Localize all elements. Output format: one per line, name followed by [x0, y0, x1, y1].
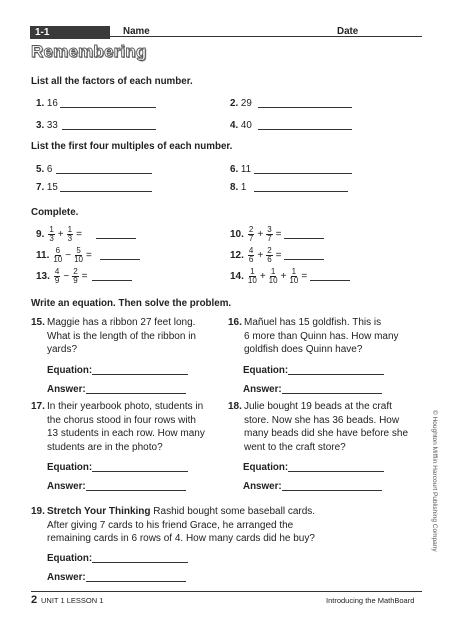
denominator: 10: [53, 255, 63, 264]
equation-line[interactable]: [92, 471, 188, 472]
answer-line[interactable]: [258, 107, 352, 108]
fraction: [289, 268, 298, 285]
multiple-item-7: 7. 15: [36, 182, 58, 193]
denominator: 10: [289, 276, 299, 285]
operator: =: [81, 271, 88, 282]
denominator: 6: [267, 255, 272, 264]
answer-label: Answer:: [47, 481, 86, 492]
numerator: 5: [76, 246, 81, 255]
answer-line[interactable]: [92, 280, 132, 281]
operator: +: [280, 271, 287, 282]
problem-19: 19. Stretch Your Thinking Rashid bought some baseball cards. After giving 7 cards to his friend Grace, he arranged the remaining cards in 6 rows of 4. How many cards did he buy?: [31, 506, 316, 544]
operator: =: [301, 271, 308, 282]
item-number: 11.: [36, 250, 50, 261]
operator: +: [257, 229, 264, 240]
answer-line[interactable]: [86, 581, 186, 582]
fraction: [74, 247, 83, 264]
equation-label: Equation:: [243, 365, 289, 376]
equation-label: Equation:: [47, 365, 93, 376]
answer-line[interactable]: [60, 107, 156, 108]
answer-label: Answer:: [243, 481, 282, 492]
problem-18: 18. Julie bought 19 beads at the craft store. Now she has 36 beads. How many beads did she have before she went to the craft store?: [228, 401, 408, 453]
answer-line[interactable]: [60, 191, 152, 192]
answer-line[interactable]: [96, 238, 136, 239]
problem-16: 16. Mañuel has 15 goldfish. This is 6 more than Quinn has. How many goldfish does Quinn have?: [228, 317, 399, 355]
operator: −: [65, 250, 72, 261]
item-number: 12.: [230, 250, 244, 261]
operator: =: [86, 250, 92, 261]
multiples-instruction: List the first four multiples of each number.: [31, 141, 233, 152]
operator: =: [275, 229, 282, 240]
numerator: 1: [49, 225, 54, 234]
answer-line[interactable]: [62, 129, 156, 130]
denominator: 10: [74, 255, 84, 264]
fraction: [248, 268, 257, 285]
answer-line[interactable]: [282, 490, 382, 491]
answer-line[interactable]: [56, 173, 152, 174]
answer-line[interactable]: [86, 393, 186, 394]
answer-line[interactable]: [284, 259, 324, 260]
operator: +: [257, 250, 264, 261]
header-line: [110, 36, 422, 37]
numerator: 4: [248, 246, 254, 255]
name-label: Name: [123, 26, 150, 37]
answer-line[interactable]: [254, 173, 352, 174]
factor-item-1: 1. 16: [36, 98, 58, 109]
item-number: 9.: [36, 229, 45, 240]
answer-line[interactable]: [282, 393, 382, 394]
complete-item: [230, 247, 284, 264]
fraction: [248, 247, 254, 264]
complete-item: [230, 226, 284, 243]
equation-line[interactable]: [288, 374, 384, 375]
footer-rule: [31, 591, 422, 592]
numerator: 1: [250, 267, 255, 276]
page-title: Remembering: [31, 42, 147, 61]
equation-line[interactable]: [92, 374, 188, 375]
equation-line[interactable]: [288, 471, 384, 472]
word-problems-instruction: Write an equation. Then solve the problem.: [31, 298, 232, 309]
factor-item-4: 4. 40: [230, 120, 252, 131]
operator: −: [63, 271, 70, 282]
multiple-item-8: 8. 1: [230, 182, 247, 193]
factors-instruction: List all the factors of each number.: [31, 76, 193, 87]
answer-label: Answer:: [47, 572, 86, 583]
fraction: [266, 247, 272, 264]
complete-instruction: Complete.: [31, 207, 79, 218]
answer-line[interactable]: [86, 490, 186, 491]
date-label: Date: [337, 26, 359, 37]
fraction: [67, 226, 73, 243]
lesson-title: Introducing the MathBoard: [326, 596, 415, 605]
answer-label: Answer:: [47, 384, 86, 395]
fraction: [269, 268, 278, 285]
numerator: 6: [55, 246, 61, 255]
numerator: 1: [270, 267, 276, 276]
denominator: 6: [248, 255, 254, 264]
answer-line[interactable]: [258, 129, 352, 130]
denominator: 3: [49, 234, 54, 243]
denominator: 9: [73, 276, 78, 285]
operator: +: [57, 229, 64, 240]
equation-label: Equation:: [47, 553, 93, 564]
answer-line[interactable]: [284, 238, 324, 239]
answer-line[interactable]: [254, 191, 348, 192]
item-number: 10.: [230, 229, 244, 240]
answer-line[interactable]: [100, 259, 140, 260]
complete-item: [230, 268, 309, 285]
denominator: 10: [268, 276, 278, 285]
fraction: [54, 268, 60, 285]
numerator: 2: [267, 246, 272, 255]
denominator: 7: [267, 234, 272, 243]
answer-line[interactable]: [310, 280, 350, 281]
complete-item: [36, 268, 90, 285]
complete-item: [36, 247, 94, 264]
numerator: 2: [73, 267, 78, 276]
page-number: 2: [31, 594, 38, 606]
fraction: [48, 226, 54, 243]
numerator: 1: [67, 225, 73, 234]
denominator: 7: [248, 234, 254, 243]
numerator: 4: [54, 267, 60, 276]
problem-15: 15. Maggie has a ribbon 27 feet long. What is the length of the ribbon in yards?: [31, 317, 196, 355]
numerator: 2: [248, 225, 254, 234]
numerator: 1: [291, 267, 297, 276]
item-number: 13.: [36, 271, 50, 282]
equation-label: Equation:: [243, 462, 289, 473]
problem-17: 17. In their yearbook photo, students in the chorus stood in four rows with 13 students in each row. How many students are in the photo?: [31, 401, 205, 453]
operator: =: [275, 250, 282, 261]
factor-item-3: 3. 33: [36, 120, 58, 131]
fraction: [248, 226, 254, 243]
numerator: 3: [267, 225, 272, 234]
denominator: 3: [67, 234, 73, 243]
denominator: 10: [247, 276, 257, 285]
fraction: [72, 268, 78, 285]
denominator: 9: [54, 276, 60, 285]
complete-item: [36, 226, 84, 243]
item-number: 14.: [230, 271, 244, 282]
unit-lesson: UNIT 1 LESSON 1: [41, 596, 104, 605]
answer-label: Answer:: [243, 384, 282, 395]
fraction: [266, 226, 272, 243]
equation-label: Equation:: [47, 462, 93, 473]
operator: +: [259, 271, 266, 282]
copyright-text: © Houghton Mifflin Harcourt Publishing Company: [431, 410, 438, 552]
factor-item-2: 2. 29: [230, 98, 252, 109]
multiple-item-6: 6. 11: [230, 164, 252, 175]
equation-line[interactable]: [92, 562, 188, 563]
operator: =: [76, 229, 82, 240]
fraction: [53, 247, 62, 264]
lesson-badge: 1-1: [31, 26, 53, 39]
multiple-item-5: 5. 6: [36, 164, 53, 175]
